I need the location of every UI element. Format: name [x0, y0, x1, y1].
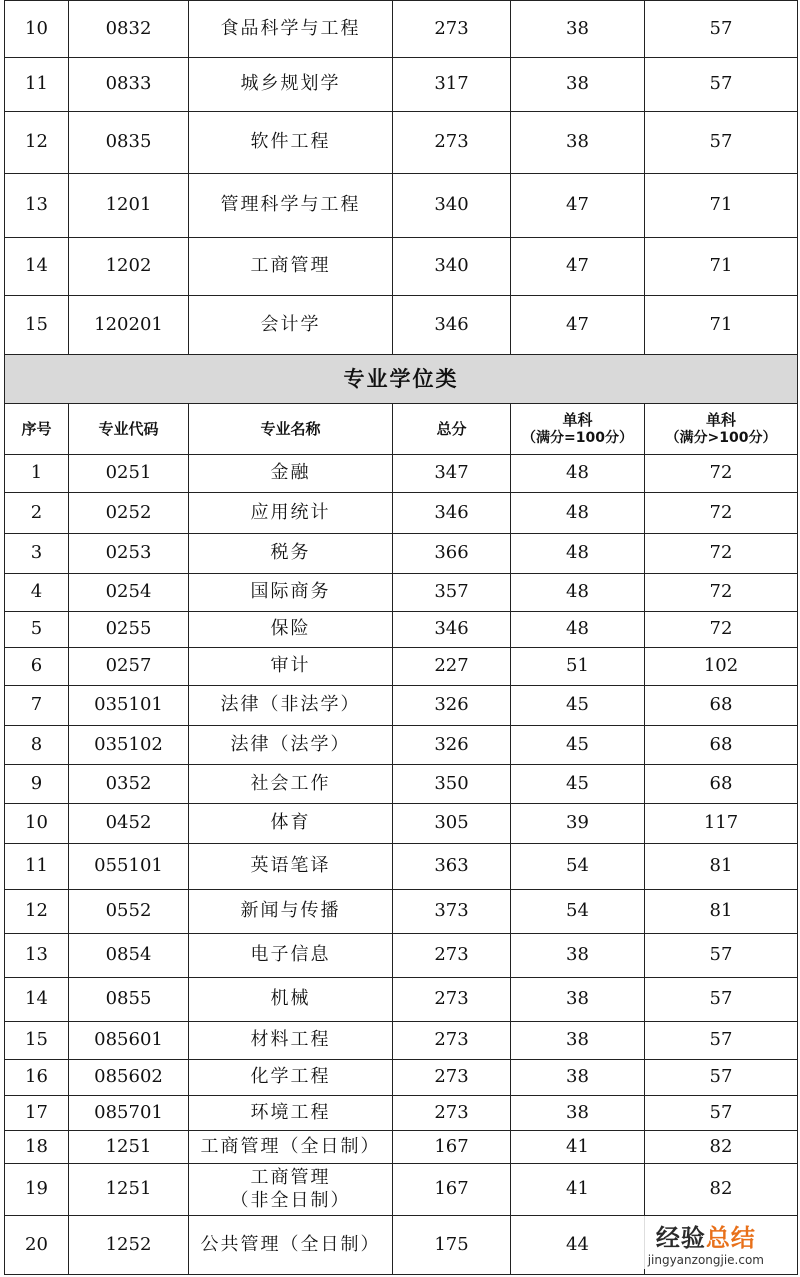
row-no: 16: [5, 1060, 69, 1096]
major-name: 工商管理 （非全日制）: [189, 1164, 393, 1216]
header-single-over-100-sub: （满分>100分）: [665, 429, 777, 446]
major-code: 1252: [69, 1216, 189, 1275]
major-name: 社会工作: [189, 765, 393, 804]
major-code: 085701: [69, 1096, 189, 1131]
row-no: 11: [5, 58, 69, 112]
table-row: [5, 1164, 798, 1216]
table-row: [5, 1022, 798, 1060]
single-score-100: 45: [511, 686, 645, 726]
total-score: 273: [393, 934, 511, 978]
single-score-over-100: 57: [645, 1060, 798, 1096]
single-score-over-100: 68: [645, 726, 798, 765]
header-single-over-100-label: 单科: [705, 410, 736, 429]
major-code: 035102: [69, 726, 189, 765]
major-code: 1201: [69, 174, 189, 238]
single-score-over-100: 68: [645, 686, 798, 726]
watermark-url: jingyanzongjie.com: [647, 1253, 764, 1267]
single-score-over-100: 72: [645, 455, 798, 493]
column-header-row: [5, 404, 798, 455]
row-no: 2: [5, 493, 69, 534]
total-score: 167: [393, 1131, 511, 1164]
single-score-100: 41: [511, 1164, 645, 1216]
total-score: 346: [393, 612, 511, 648]
single-score-over-100: 71: [645, 238, 798, 296]
header-single-100: [511, 404, 645, 455]
major-name: 金融: [189, 455, 393, 493]
major-name: 法律（非法学）: [189, 686, 393, 726]
single-score-over-100: 68: [645, 765, 798, 804]
watermark-title-a: 经验: [655, 1224, 706, 1252]
row-no: 18: [5, 1131, 69, 1164]
total-score: 305: [393, 804, 511, 844]
table-row: [5, 686, 798, 726]
major-code: 0552: [69, 890, 189, 934]
major-name: 工商管理: [189, 238, 393, 296]
row-no: 1: [5, 455, 69, 493]
table-row: [5, 174, 798, 238]
single-score-over-100: 81: [645, 890, 798, 934]
single-score-100: 38: [511, 112, 645, 174]
total-score: 273: [393, 112, 511, 174]
single-score-100: 47: [511, 238, 645, 296]
single-score-100: 47: [511, 174, 645, 238]
section-professional: [5, 355, 798, 455]
table-row: [5, 844, 798, 890]
table-row: [5, 112, 798, 174]
row-no: 9: [5, 765, 69, 804]
total-score: 373: [393, 890, 511, 934]
table-row: [5, 1096, 798, 1131]
major-code: 0833: [69, 58, 189, 112]
single-score-100: 38: [511, 1, 645, 58]
row-no: 20: [5, 1216, 69, 1275]
row-no: 6: [5, 648, 69, 686]
single-score-over-100: 72: [645, 534, 798, 574]
table-row: [5, 1, 798, 58]
single-score-over-100: 117: [645, 804, 798, 844]
row-no: 10: [5, 1, 69, 58]
total-score: 227: [393, 648, 511, 686]
table-row: [5, 455, 798, 493]
table-row: [5, 934, 798, 978]
major-code: 0257: [69, 648, 189, 686]
row-no: 14: [5, 238, 69, 296]
major-code: 0254: [69, 574, 189, 612]
table-row: [5, 574, 798, 612]
major-name: 食品科学与工程: [189, 1, 393, 58]
watermark-title: [648, 1218, 764, 1253]
major-name: 应用统计: [189, 493, 393, 534]
table-row: [5, 978, 798, 1022]
single-score-over-100: 57: [645, 112, 798, 174]
single-score-100: 38: [511, 978, 645, 1022]
major-code: 0854: [69, 934, 189, 978]
header-code: 专业代码: [69, 404, 189, 455]
table-row: [5, 238, 798, 296]
total-score: 273: [393, 1096, 511, 1131]
total-score: 167: [393, 1164, 511, 1216]
row-no: 4: [5, 574, 69, 612]
table-row: [5, 296, 798, 355]
major-code: 055101: [69, 844, 189, 890]
major-name: 化学工程: [189, 1060, 393, 1096]
single-score-100: 38: [511, 58, 645, 112]
single-score-100: 45: [511, 726, 645, 765]
single-score-100: 44: [511, 1216, 645, 1275]
table-row: [5, 58, 798, 112]
major-name: 软件工程: [189, 112, 393, 174]
single-score-100: 48: [511, 612, 645, 648]
single-score-100: 41: [511, 1131, 645, 1164]
total-score: 350: [393, 765, 511, 804]
single-score-over-100: 72: [645, 612, 798, 648]
row-no: 8: [5, 726, 69, 765]
major-code: 085601: [69, 1022, 189, 1060]
single-score-over-100: 102: [645, 648, 798, 686]
table-row: [5, 648, 798, 686]
total-score: 273: [393, 978, 511, 1022]
total-score: 366: [393, 534, 511, 574]
single-score-100: 48: [511, 455, 645, 493]
major-name: 体育: [189, 804, 393, 844]
single-score-100: 54: [511, 890, 645, 934]
table-row: [5, 493, 798, 534]
header-total: 总分: [393, 404, 511, 455]
total-score: 326: [393, 686, 511, 726]
major-name: 法律（法学）: [189, 726, 393, 765]
table-row: [5, 1060, 798, 1096]
watermark-logo: [642, 1216, 770, 1269]
row-no: 7: [5, 686, 69, 726]
section-title: 专业学位类: [5, 355, 798, 404]
major-name: 保险: [189, 612, 393, 648]
header-single-100-sub: （满分=100分）: [522, 429, 633, 446]
row-no: 11: [5, 844, 69, 890]
total-score: 346: [393, 493, 511, 534]
single-score-over-100: 71: [645, 296, 798, 355]
major-name: 英语笔译: [189, 844, 393, 890]
row-no: 14: [5, 978, 69, 1022]
single-score-100: 54: [511, 844, 645, 890]
total-score: 317: [393, 58, 511, 112]
single-score-over-100: 57: [645, 934, 798, 978]
single-score-100: 45: [511, 765, 645, 804]
total-score: 273: [393, 1022, 511, 1060]
major-code: 120201: [69, 296, 189, 355]
major-name: 环境工程: [189, 1096, 393, 1131]
single-score-over-100: 81: [645, 844, 798, 890]
row-no: 12: [5, 112, 69, 174]
row-no: 19: [5, 1164, 69, 1216]
row-no: 13: [5, 934, 69, 978]
major-code: 0251: [69, 455, 189, 493]
single-score-100: 48: [511, 493, 645, 534]
total-score: 340: [393, 238, 511, 296]
row-no: 12: [5, 890, 69, 934]
row-no: 10: [5, 804, 69, 844]
major-name: 城乡规划学: [189, 58, 393, 112]
row-no: 15: [5, 1022, 69, 1060]
academic-degree-rows: [5, 1, 798, 355]
major-name: 管理科学与工程: [189, 174, 393, 238]
major-name: 审计: [189, 648, 393, 686]
header-single-over-100: [645, 404, 798, 455]
table-row: [5, 612, 798, 648]
single-score-over-100: 82: [645, 1164, 798, 1216]
major-code: 085602: [69, 1060, 189, 1096]
total-score: 340: [393, 174, 511, 238]
major-code: 0252: [69, 493, 189, 534]
header-single-100-label: 单科: [562, 410, 593, 429]
single-score-100: 38: [511, 934, 645, 978]
major-name: 税务: [189, 534, 393, 574]
major-code: 0253: [69, 534, 189, 574]
major-name: 公共管理（全日制）: [189, 1216, 393, 1275]
row-no: 15: [5, 296, 69, 355]
row-no: 17: [5, 1096, 69, 1131]
major-code: 035101: [69, 686, 189, 726]
score-table: [4, 0, 798, 1275]
major-code: 1202: [69, 238, 189, 296]
total-score: 357: [393, 574, 511, 612]
total-score: 273: [393, 1, 511, 58]
major-code: 1251: [69, 1164, 189, 1216]
major-name: 电子信息: [189, 934, 393, 978]
single-score-over-100: 72: [645, 493, 798, 534]
major-name: 会计学: [189, 296, 393, 355]
single-score-over-100: 57: [645, 978, 798, 1022]
header-no: 序号: [5, 404, 69, 455]
total-score: 326: [393, 726, 511, 765]
single-score-100: 48: [511, 574, 645, 612]
total-score: 273: [393, 1060, 511, 1096]
section-header-row: [5, 355, 798, 404]
total-score: 346: [393, 296, 511, 355]
major-code: 0255: [69, 612, 189, 648]
single-score-over-100: 57: [645, 58, 798, 112]
single-score-100: 38: [511, 1096, 645, 1131]
row-no: 5: [5, 612, 69, 648]
single-score-over-100: 57: [645, 1, 798, 58]
single-score-100: 39: [511, 804, 645, 844]
major-code: 1251: [69, 1131, 189, 1164]
major-code: 0452: [69, 804, 189, 844]
table-row: [5, 1131, 798, 1164]
table-row: [5, 534, 798, 574]
single-score-100: 51: [511, 648, 645, 686]
watermark-title-b: 总结: [705, 1224, 756, 1252]
single-score-100: 38: [511, 1022, 645, 1060]
table-row: [5, 890, 798, 934]
major-code: 0855: [69, 978, 189, 1022]
row-no: 3: [5, 534, 69, 574]
single-score-over-100: 82: [645, 1131, 798, 1164]
major-code: 0835: [69, 112, 189, 174]
major-code: 0832: [69, 1, 189, 58]
major-name: 材料工程: [189, 1022, 393, 1060]
major-name: 国际商务: [189, 574, 393, 612]
total-score: 347: [393, 455, 511, 493]
total-score: 363: [393, 844, 511, 890]
table-row: [5, 726, 798, 765]
single-score-100: 47: [511, 296, 645, 355]
professional-degree-rows: [5, 455, 798, 1275]
major-name: 机械: [189, 978, 393, 1022]
major-name: 工商管理（全日制）: [189, 1131, 393, 1164]
header-name: 专业名称: [189, 404, 393, 455]
single-score-over-100: 72: [645, 574, 798, 612]
major-code: 0352: [69, 765, 189, 804]
table-row: [5, 765, 798, 804]
major-name: 新闻与传播: [189, 890, 393, 934]
table-row: [5, 804, 798, 844]
single-score-over-100: 71: [645, 174, 798, 238]
single-score-over-100: 57: [645, 1022, 798, 1060]
single-score-100: 48: [511, 534, 645, 574]
single-score-100: 38: [511, 1060, 645, 1096]
single-score-over-100: 57: [645, 1096, 798, 1131]
total-score: 175: [393, 1216, 511, 1275]
row-no: 13: [5, 174, 69, 238]
